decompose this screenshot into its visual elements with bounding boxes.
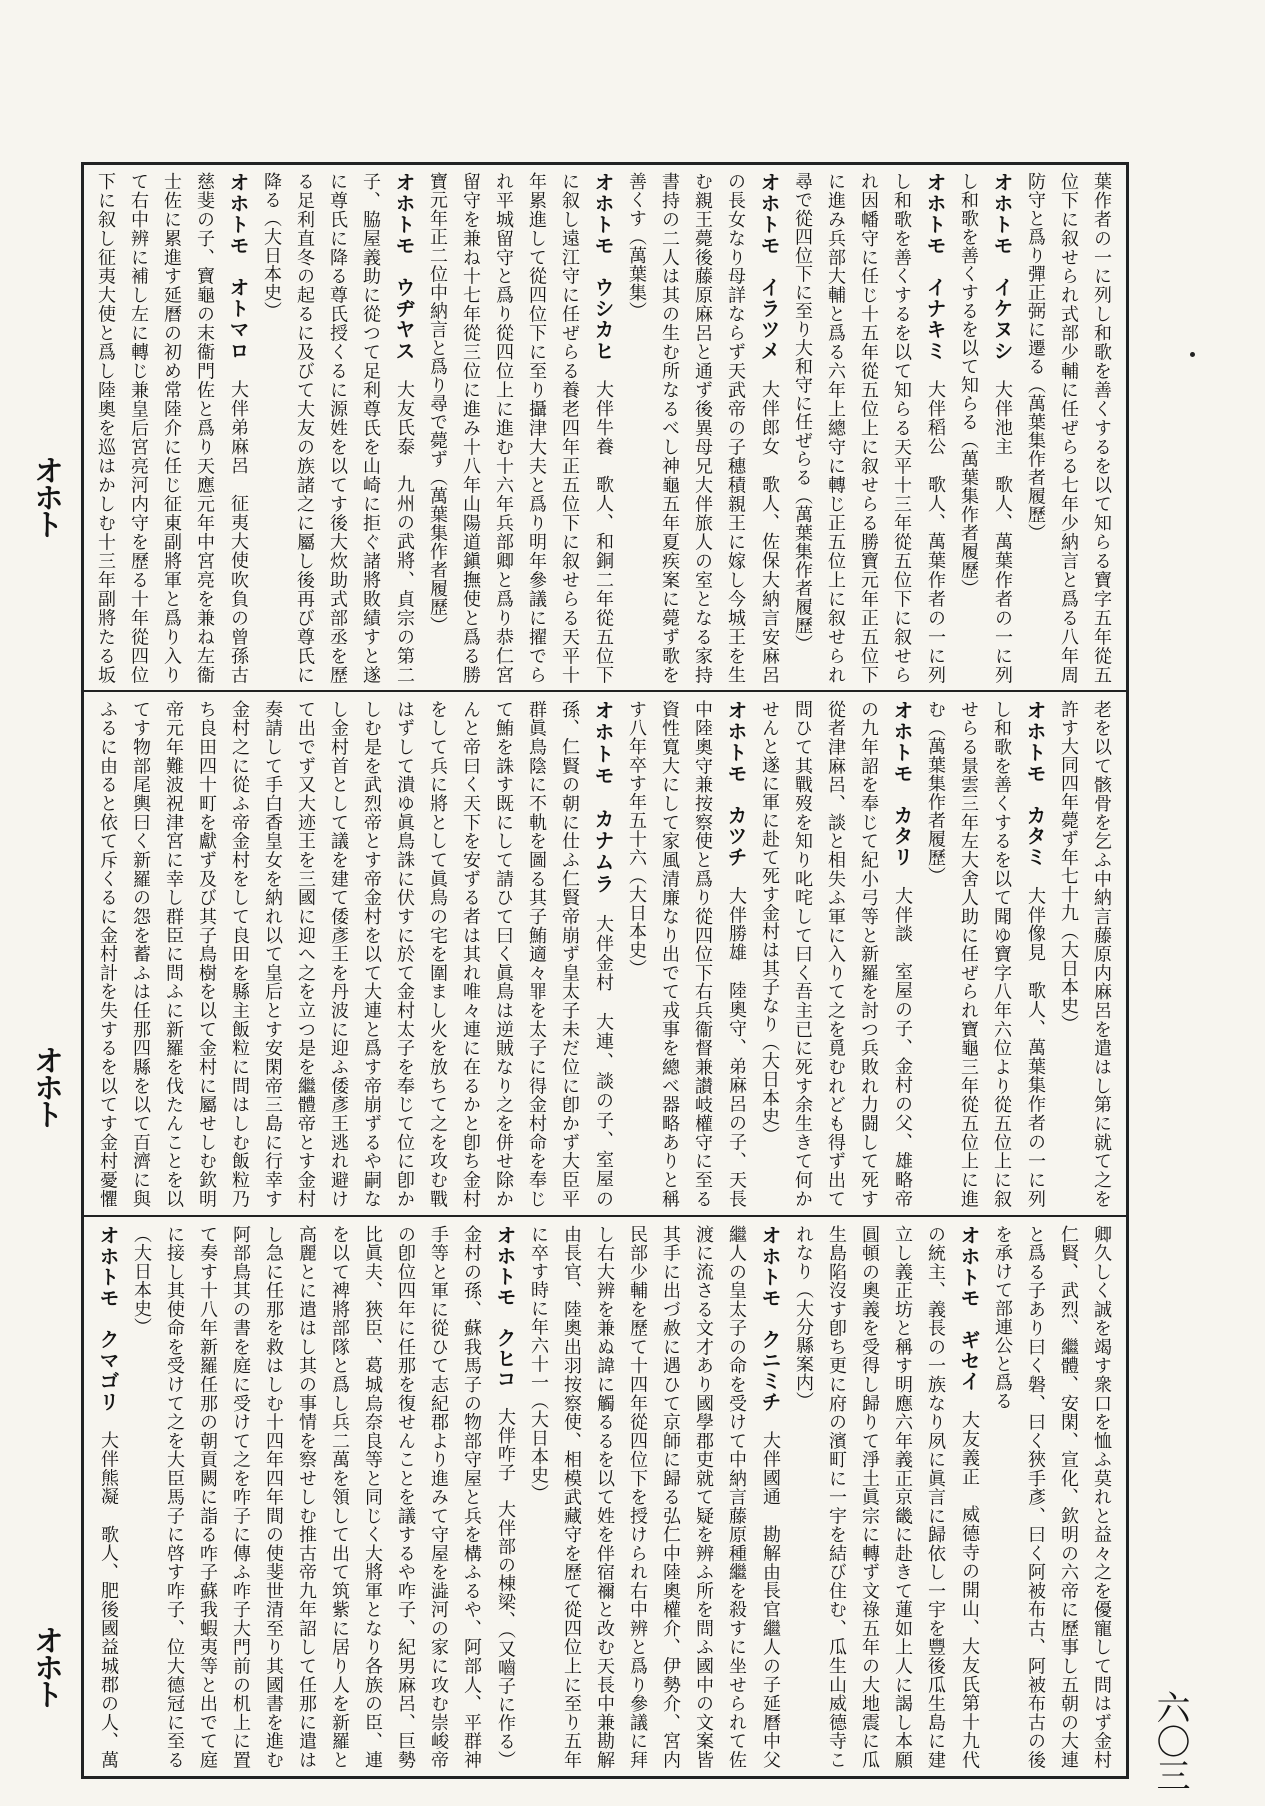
- entry-heading: オホトモ イケヌシ: [990, 172, 1014, 362]
- entry-heading: オホトモ イラツメ: [757, 172, 781, 362]
- entry-text: 大伴像見 歌人、萬葉集作者の一に列し和歌を善くするを以て聞ゆ寶字八年六位より從五位上に叙せらる景雲三年左大舍人助に任ぜられ寶龜三年從五位上に進む（萬葉集作者履歷）: [925, 700, 1046, 1208]
- entry-heading: オホトモ クマゴリ: [96, 1225, 120, 1413]
- entry-heading: オホトモ カツチ: [724, 700, 748, 868]
- entry-text: 大伴咋子 大伴部の棟梁、（又嚙子に作る）金村の孫、蘇我馬子の物部守屋と兵を構ふるや、阿部人、平群神手等と軍に從ひて志紀郡より進みて守屋を澁河の家に攻む崇峻帝の卽位四年に任那を復せんことを議するや咋子、紀男麻呂、巨勢比眞夫、狹臣、葛城烏奈良等と同じく大將軍となり各族の臣、連を以て裨將部隊と爲し兵二萬を領して出て筑紫に居り人を新羅と高麗とに遣はし其の事情を察せしむ推古帝九年詔して任那に遣はし急に任那を救はしむ十四年四年間の使斐世清至り其國書を進む阿部鳥其の書を庭に受けて之を咋子に傳ふ咋子大門前の机上に置て奏す十八年新羅任那の朝貢闕に詣る咋子蘇我蝦夷等と出でて庭に接し其使命を受けて之を大臣馬子に啓す咋子、位大德冠に至る（大日本史）: [131, 1225, 516, 1769]
- entry-text: 大伴郎女 歌人、佐保大納言安麻呂の長女なり母詳ならず天武帝の子穗積親王に嫁し今城王を生む親王薨後藤原麻呂と通ず後異母兄大伴旅人の室となる家持書持の二人は其の生む所なるべし神龜五年夏疾案に薨ず歌を善くす（萬葉集）: [626, 172, 780, 684]
- entry-text: 老を以て骸骨を乞ふ中納言藤原内麻呂を遣はし第に就て之を許す大同四年薨ず年七十九（大日本史）: [1058, 700, 1112, 1208]
- dictionary-entry: [92, 172, 249, 684]
- dictionary-entry: [1058, 700, 1112, 1208]
- dictionary-entry: [92, 1225, 119, 1769]
- entry-text: 大友氏泰 九州の武將、貞宗の第二子、脇屋義助に從つて足利尊氏を山崎に拒ぐ諸將敗績すと遂に尊氏に降る尊氏授くるに源姓を以てす後大炊助式部丞を歷る足利直冬の起るに及びて大友の族諸之に屬し後再び尊氏に降る（大日本史）: [261, 172, 415, 684]
- dictionary-entry: [793, 1225, 980, 1769]
- entry-heading: オホトモ カタリ: [890, 700, 914, 868]
- text-tier-bottom: [92, 1225, 1118, 1769]
- side-index-label-middle: オホト: [28, 1045, 63, 1126]
- print-speck: [1190, 352, 1195, 357]
- dictionary-entry: [92, 700, 614, 1208]
- entry-heading: オホトモ ウヂヤス: [392, 172, 416, 362]
- entry-heading: オホトモ カナムラ: [591, 700, 615, 895]
- dictionary-entry: [792, 172, 946, 684]
- dictionary-entry: [131, 1225, 516, 1769]
- entry-heading: オホトモ クヒコ: [493, 1225, 517, 1390]
- side-index-label-top: オホト: [28, 455, 63, 536]
- entry-text: 大伴牛養 歌人、和銅二年從五位下に叙し遠江守に任ぜらる養老四年正五位下に叙せらる天平十年累進して從四位下に至り攝津大夫と爲り明年參議に擢でられ平城留守と爲り從四位上に進む十六年兵部卿と爲り恭仁宮留守を兼ね十七年從三位に進み十八年山陽道鎭撫使と爲る勝寶元年正二位中納言と爲り尋で薨ず（萬葉集作者履歷）: [427, 172, 614, 684]
- tier-divider: [81, 690, 1129, 692]
- tier-text: [92, 172, 1118, 684]
- entry-heading: オホトモ カタミ: [1023, 700, 1047, 868]
- entry-text: 大伴池主 歌人、萬葉作者の一に列し和歌を善くするを以て知らる（萬葉集作者履歷）: [958, 172, 1013, 684]
- dictionary-entry: [1025, 172, 1112, 684]
- dictionary-entry: [626, 700, 747, 1208]
- entry-text: 大伴談 室屋の子、金村の父、雄略帝の九年詔を奉じて紀小弓等と新羅を討つ兵敗れ力闘して死す從者津麻呂、談と相失ふ軍に入りて之を覓むれども得ず出て問ひて其戰歿を知り叱咤して曰く吾主已に死す余生きて何かせんと遂に軍に赴て死す金村は其子なり（大日本史）: [759, 700, 913, 1208]
- entry-heading: オホトモ ギセイ: [957, 1225, 981, 1392]
- tier-divider: [81, 1215, 1129, 1217]
- entry-text: 葉作者の一に列し和歌を善くするを以て知らる寶字五年從五位下に叙せられ式部少輔に任ぜらる七年少納言と爲る八年周防守と爲り彈正弼に遷る（萬葉集作者履歷）: [1025, 172, 1112, 684]
- entry-text: 大伴國通 勘解由長官繼人の子延曆中父繼人の皇太子の命を受けて中納言藤原種繼を殺すに坐せられて佐渡に流さる文才あり國學郡吏就て疑を辨ふ所を問ふ國中の文案皆其手に出づ赦に遇ひて京師に歸る弘仁中陸奧權介、伊勢介、宮内民部少輔を歷て十四年從四位下を授けられ右中辨と爲り參議に拜し右大辨を兼ぬ諱に觸るるを以て姓を伴宿禰と改む天長中兼勘解由長官、陸奧出羽按察使、相模武藏守を歷て從四位上に至り五年に卒す時に年六十一（大日本史）: [528, 1225, 781, 1769]
- dictionary-entry: [626, 172, 780, 684]
- entry-heading: オホトモ イナキミ: [923, 172, 947, 362]
- entry-text: 大友義正 威德寺の開山、大友氏第十九代の統主、義長の一族なり夙に眞言に歸依し一宇を豐後瓜生島に建立し義正坊と稱す明應六年義正京畿に赴きて蓮如上人に謁し本願圓頓の奧義を受得し歸りて淨土眞宗に轉ず文祿五年の大地震に瓜生島陷沒す卽ち更に府の濱町に一宇を結び住む、瓜生山威德寺これなり（大分縣案内）: [793, 1225, 980, 1769]
- tier-text: [92, 1225, 1118, 1769]
- entry-heading: オホトモ オトマロ: [226, 172, 250, 362]
- dictionary-entry: [528, 1225, 781, 1769]
- entry-text: 大伴金村 大連、談の子、室屋の孫、仁賢の朝に仕ふ仁賢帝崩ず皇太子未だ位に卽かず大臣平群眞鳥陰に不軌を圖る其子鮪適々罪を太子に得金村命を奉じて鮪を誅す既にして請ひて曰く眞鳥は逆賊なり之を併せ除かんと帝曰く天下を安ずる者は其れ唯々連に在るかと卽ち金村をして兵に將として眞鳥の宅を圍まし火を放ちて之を攻む戰はずして潰ゆ眞鳥誅に伏すに於て金村太子を奉じて位に卽かしむ是を武烈帝とす帝金村を以て大連と爲す帝崩ずるや嗣なし金村首として議を建て倭彥王を丹波に迎ふ倭彥王逃れ避けて出でず又大迹王を三國に迎へ之を立つ是を繼體帝とす金村奏請して手白香皇女を納れ以て皇后とす安閑帝三島に行幸す金村之に從ふ帝金村をして良田を縣主飯粒に問はしむ飯粒乃ち良田四十町を獻ず及び其子鳥樹を以て金村に屬せしむ欽明帝元年難波祝津宮に幸し群臣に問ふに新羅を伐たんことを以てす物部尾輿曰く新羅の怨を蓄ふは任那四縣を以て百濟に與ふるに由ると依て斥くるに金村計を失するを以てす金村憂懼: [97, 700, 614, 1208]
- text-tier-middle: [92, 700, 1118, 1208]
- tier-text: [92, 700, 1118, 1208]
- dictionary-entry: [427, 172, 614, 684]
- entry-text: 大伴弟麻呂 征夷大使吹負の曾孫古慈斐の子、寶龜の末衞門佐と爲り天應元年中宮亮を兼ね左衞士佐に累進す延曆の初め常陸介に任じ征東副將軍と爲り入りて右中辨に補し左に轉じ兼皇后宮亮河内守を歷る十年從四位下に叙し征夷大使と爲し陸奧を巡はかしむ十三年副將たる坂: [95, 172, 249, 684]
- dictionary-entry: [261, 172, 415, 684]
- entry-text: 大伴勝雄 陸奧守、弟麻呂の子、天長中陸奧守兼按察使と爲り從四位下右兵衞督兼讃岐權守に至る資性寬大にして家風清廉なり出でて戎事を總べ器略ありと稱す八年卒す年五十六（大日本史）: [626, 700, 747, 1208]
- dictionary-entry: [925, 700, 1046, 1208]
- text-tier-top: [92, 172, 1118, 684]
- dictionary-entry: [958, 172, 1013, 684]
- entry-text: 大伴稻公 歌人、萬葉作者の一に列し和歌を善くするを以て知らる天平十三年從五位下に叙せられ因幡守に任じ十五年從五位上に叙せらる勝寶元年正五位下に進み兵部大輔と爲る六年上總守に轉じ正五位上に叙せられ尋で從四位下に至り大和守に任ぜらる（萬葉集作者履歷）: [792, 172, 946, 684]
- dictionary-entry: [992, 1225, 1112, 1769]
- dictionary-entry: [759, 700, 913, 1208]
- side-index-label-bottom: オホト: [28, 1625, 63, 1706]
- page-number: 六〇三: [1150, 1690, 1190, 1792]
- entry-text: 卿久しく誠を竭す衆口を恤ふ莫れと益々之を優寵して問はず金村仁賢、武烈、繼體、安閑、宣化、欽明の六帝に歷事し五朝の大連と爲る子あり曰く磐、曰く狹手彥、曰く阿被布古、阿被布古の後を承けて部連公と爲る: [992, 1225, 1112, 1769]
- entry-heading: オホトモ クニミチ: [758, 1225, 782, 1413]
- entry-heading: オホトモ ウシカヒ: [591, 172, 615, 362]
- entry-text: 大伴熊凝 歌人、肥後國益城郡の人、萬: [98, 1430, 119, 1769]
